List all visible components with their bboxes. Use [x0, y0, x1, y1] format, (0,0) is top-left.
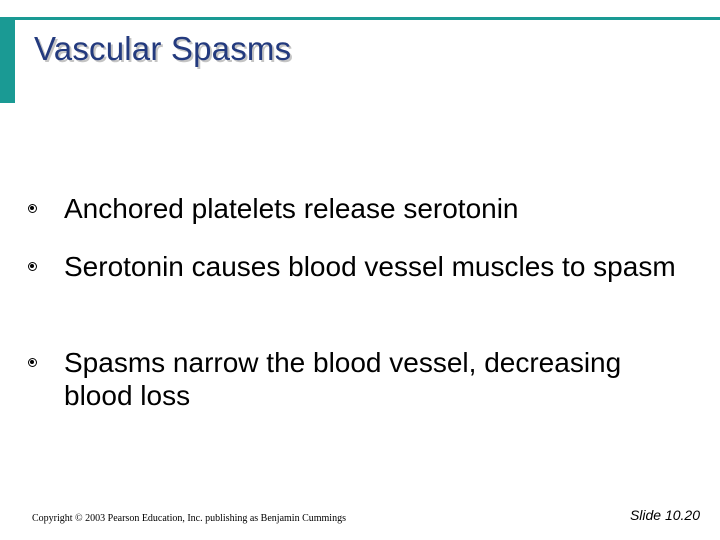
- copyright-notice: Copyright © 2003 Pearson Education, Inc. publishing as Benjamin Cummings: [32, 513, 346, 524]
- bullet-icon: [28, 262, 37, 271]
- bullet-text: Anchored platelets release serotonin: [64, 193, 519, 224]
- bullet-item: [28, 346, 688, 412]
- bullet-text: Spasms narrow the blood vessel, decreasing blood loss: [64, 347, 622, 411]
- bullet-icon: [28, 204, 37, 213]
- bullet-item: [28, 250, 688, 283]
- bullet-text: Serotonin causes blood vessel muscles to spasm: [64, 251, 676, 282]
- slide-title: Vascular Spasms: [34, 30, 292, 67]
- bullet-item: [28, 192, 688, 225]
- bullet-icon: [28, 358, 37, 367]
- slide-number: Slide 10.20: [629, 507, 700, 523]
